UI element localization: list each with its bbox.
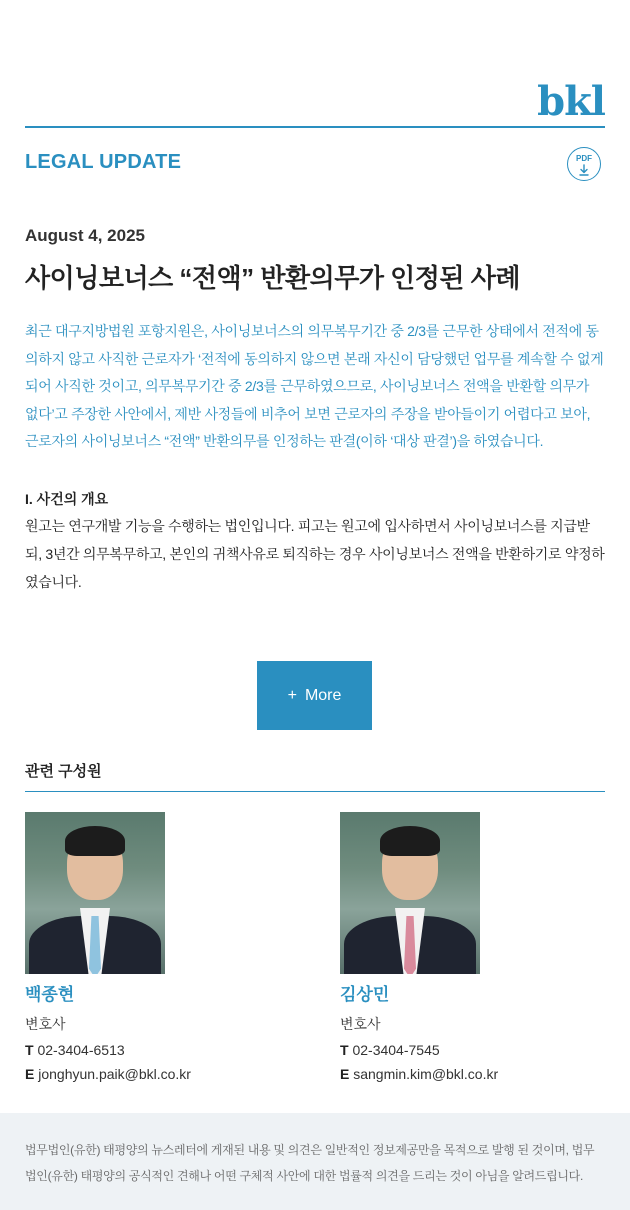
- more-label: More: [304, 686, 342, 704]
- member-name[interactable]: 김상민: [340, 985, 390, 1004]
- section-label: LEGAL UPDATE: [25, 151, 182, 173]
- member-email: [25, 1066, 285, 1082]
- pdf-label: PDF: [576, 153, 592, 163]
- section-heading: I. 사건의 개요: [25, 491, 109, 507]
- member-role: 변호사: [25, 1016, 66, 1032]
- header-divider: [25, 126, 605, 128]
- member-card: [25, 812, 285, 1082]
- member-card: [340, 812, 600, 1082]
- member-email: [340, 1066, 600, 1082]
- phone-number[interactable]: 02-3404-6513: [37, 1042, 125, 1058]
- phone-label: T: [25, 1042, 34, 1058]
- email-link[interactable]: jonghyun.paik@bkl.co.kr: [38, 1066, 191, 1082]
- related-members-heading: 관련 구성원: [25, 763, 102, 780]
- footer: [0, 1113, 630, 1210]
- member-photo[interactable]: [25, 812, 165, 974]
- email-label: E: [25, 1066, 35, 1082]
- pdf-download-button[interactable]: [567, 147, 601, 181]
- phone-number[interactable]: 02-3404-7545: [352, 1042, 440, 1058]
- footer-disclaimer: 법무법인(유한) 태평양의 뉴스레터에 게재된 내용 및 의견은 일반적인 정보제공만을 목적으로 발행 된 것이며, 법무법인(유한) 태평양의 공식적인 견해나 어떤 구체적 사안에 대한 법률적 의견을 드리는 것이 아님을 알려드립니다.: [25, 1143, 595, 1183]
- member-name[interactable]: 백종현: [25, 985, 75, 1004]
- bkl-logo[interactable]: bkl: [537, 78, 605, 125]
- article-summary: 최근 대구지방법원 포항지원은, 사이닝보너스의 의무복무기간 중 2/3를 근무한 상태에서 전적에 동의하지 않고 사직한 근로자가 ‘전적에 동의하지 않으면 본래 자신이 담당했던 업무를 계속할 수 없게 되어 사직한 것이고, 의무복무기간 중 2/3를 근무하였으므로, 사이닝보너스 전액을 반환할 의무가 없다’고 주장한 사안에서, 제반 사정들에 비추어 보면 근로자의 주장을 받아들이기 어렵다고 보아, 근로자의 사이닝보너스 “전액” 반환의무를 인정하는 판결(이하 ‘대상 판결’)을 하였습니다.: [25, 323, 604, 449]
- related-divider: [25, 791, 605, 792]
- article-date: August 4, 2025: [25, 226, 145, 245]
- more-button[interactable]: [257, 661, 372, 730]
- email-label: E: [340, 1066, 350, 1082]
- member-role: 변호사: [340, 1016, 381, 1032]
- email-link[interactable]: sangmin.kim@bkl.co.kr: [353, 1066, 499, 1082]
- member-phone: [340, 1042, 600, 1058]
- section-body: 원고는 연구개발 기능을 수행하는 법인입니다. 피고는 원고에 입사하면서 사이닝보너스를 지급받되, 3년간 의무복무하고, 본인의 귀책사유로 퇴직하는 경우 사이닝보너스 전액을 반환하기로 약정하였습니다.: [25, 518, 605, 590]
- member-phone: [25, 1042, 285, 1058]
- download-icon: [578, 164, 590, 176]
- article-title: 사이닝보너스 “전액” 반환의무가 인정된 사례: [25, 263, 520, 293]
- member-photo[interactable]: [340, 812, 480, 974]
- phone-label: T: [340, 1042, 349, 1058]
- plus-icon: +: [287, 686, 297, 704]
